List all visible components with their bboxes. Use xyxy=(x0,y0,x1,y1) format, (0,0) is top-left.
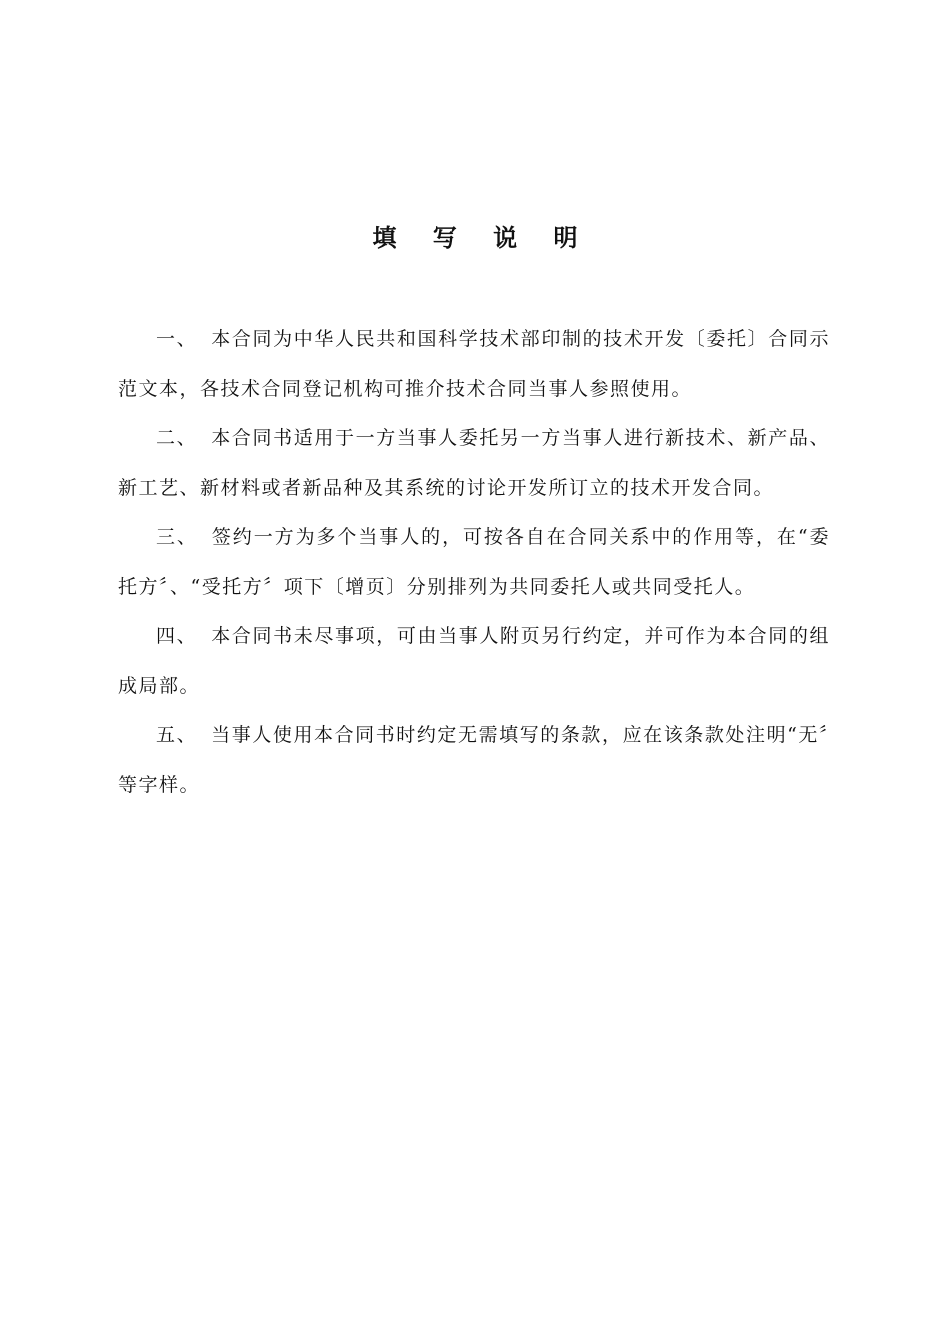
item-number: 一、 xyxy=(156,328,198,350)
page-title: 填 写 说 明 xyxy=(372,224,592,252)
instruction-item-2 xyxy=(118,414,830,513)
item-number: 三、 xyxy=(156,526,198,548)
item-number: 四、 xyxy=(156,625,198,647)
instruction-item-3 xyxy=(118,513,830,612)
item-text: 当事人使用本合同书时约定无需填写的条款，应在该条款处注明“无〞等字样。 xyxy=(118,724,830,796)
item-number: 二、 xyxy=(156,427,198,449)
item-number: 五、 xyxy=(156,724,198,746)
item-text: 本合同书未尽事项，可由当事人附页另行约定，并可作为本合同的组成局部。 xyxy=(118,625,830,697)
instruction-item-1 xyxy=(118,315,830,414)
item-text: 签约一方为多个当事人的，可按各自在合同关系中的作用等，在“委托方〞、“受托方〞项下〔增页〕分别排列为共同委托人或共同受托人。 xyxy=(118,526,830,598)
instruction-item-5 xyxy=(118,711,830,810)
item-text: 本合同为中华人民共和国科学技术部印制的技术开发〔委托〕合同示范文本，各技术合同登记机构可推介技术合同当事人参照使用。 xyxy=(118,328,830,400)
instructions-body xyxy=(118,315,830,810)
item-text: 本合同书适用于一方当事人委托另一方当事人进行新技术、新产品、新工艺、新材料或者新品种及其系统的讨论开发所订立的技术开发合同。 xyxy=(118,427,830,499)
instruction-item-4 xyxy=(118,612,830,711)
